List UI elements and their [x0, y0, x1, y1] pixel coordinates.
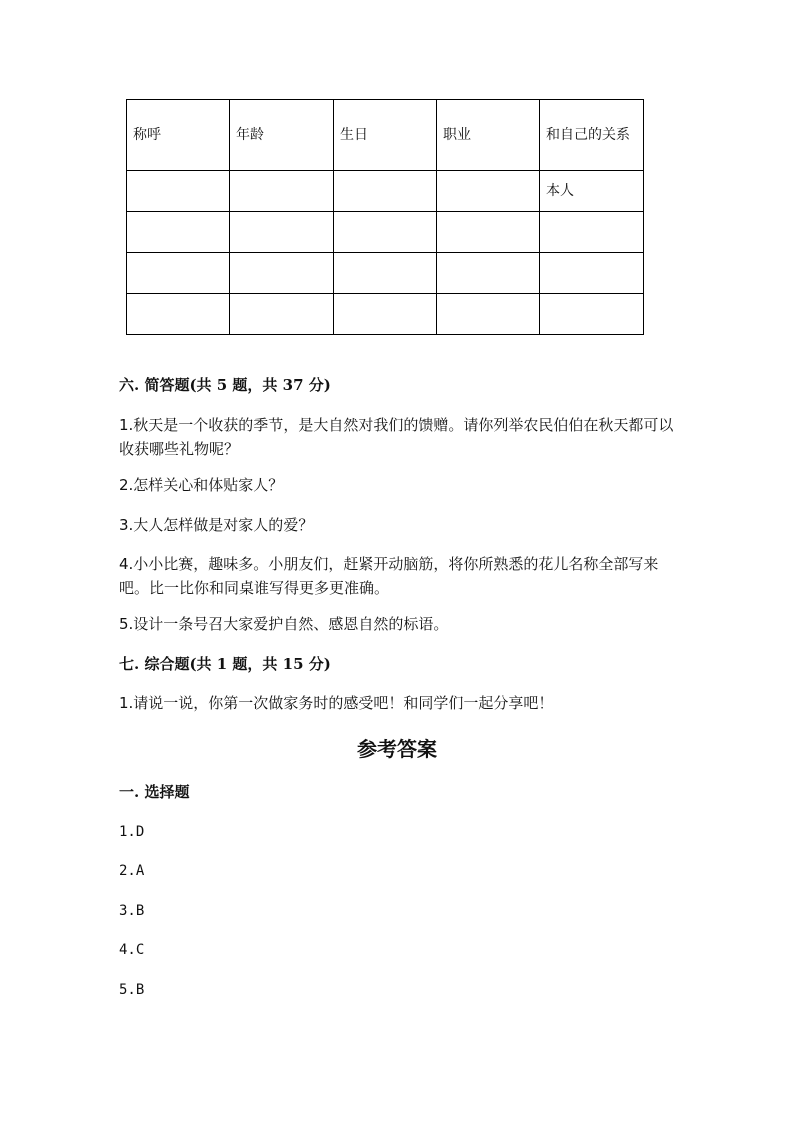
table-row: [127, 212, 644, 253]
answer-item: 2.A: [119, 863, 145, 879]
table-row: [127, 294, 644, 335]
table-cell[interactable]: [437, 212, 540, 253]
table-header-cell: 和自己的关系: [540, 100, 644, 171]
question-item: 2.怎样关心和体贴家人？: [119, 476, 284, 494]
table-header-cell: 称呼: [127, 100, 230, 171]
answer-item: 4.C: [119, 942, 145, 958]
table-cell[interactable]: [127, 212, 230, 253]
table-cell[interactable]: [127, 171, 230, 212]
question-item: 4.小小比赛，趣味多。小朋友们，赶紧开动脑筋，将你所熟悉的花儿名称全部写来吧。比一比你和同桌谁写得更多更准确。: [119, 555, 659, 597]
section7-title: 七. 综合题(共 1 题，共 15 分): [119, 655, 331, 673]
table-cell[interactable]: [437, 171, 540, 212]
answer-item: 1.D: [119, 824, 145, 840]
table-header-cell: 生日: [334, 100, 437, 171]
section6-title: 六. 简答题(共 5 题，共 37 分): [119, 376, 331, 394]
table-cell[interactable]: [540, 294, 644, 335]
table-header-cell: 职业: [437, 100, 540, 171]
table-cell[interactable]: [437, 253, 540, 294]
table-cell[interactable]: [334, 212, 437, 253]
table-cell[interactable]: [334, 294, 437, 335]
question-item: 5.设计一条号召大家爱护自然、感恩自然的标语。: [119, 615, 449, 633]
question-item: 1.秋天是一个收获的季节，是大自然对我们的馈赠。请你列举农民伯伯在秋天都可以收获哪些礼物呢？: [119, 416, 674, 458]
answer-item: 3.B: [119, 903, 145, 919]
table-row: [127, 253, 644, 294]
table-cell[interactable]: [230, 212, 334, 253]
table-header-cell: 年龄: [230, 100, 334, 171]
table-cell[interactable]: [127, 294, 230, 335]
table-cell[interactable]: [230, 171, 334, 212]
table-cell[interactable]: [334, 171, 437, 212]
table-cell[interactable]: [540, 253, 644, 294]
answer-item: 5.B: [119, 982, 145, 998]
question-item: 1.请说一说，你第一次做家务时的感受吧！和同学们一起分享吧！: [119, 694, 554, 712]
answer-title: 参考答案: [357, 737, 437, 761]
answer-section1-title: 一. 选择题: [119, 783, 190, 801]
question-item: 3.大人怎样做是对家人的爱？: [119, 516, 314, 534]
table-cell[interactable]: [230, 294, 334, 335]
table-cell[interactable]: [437, 294, 540, 335]
table-cell: 本人: [540, 171, 644, 212]
family-info-table: [126, 99, 644, 335]
table-cell[interactable]: [540, 212, 644, 253]
table-cell[interactable]: [334, 253, 437, 294]
table-header-row: [127, 100, 644, 171]
table-cell[interactable]: [127, 253, 230, 294]
table-row: [127, 171, 644, 212]
table-cell[interactable]: [230, 253, 334, 294]
